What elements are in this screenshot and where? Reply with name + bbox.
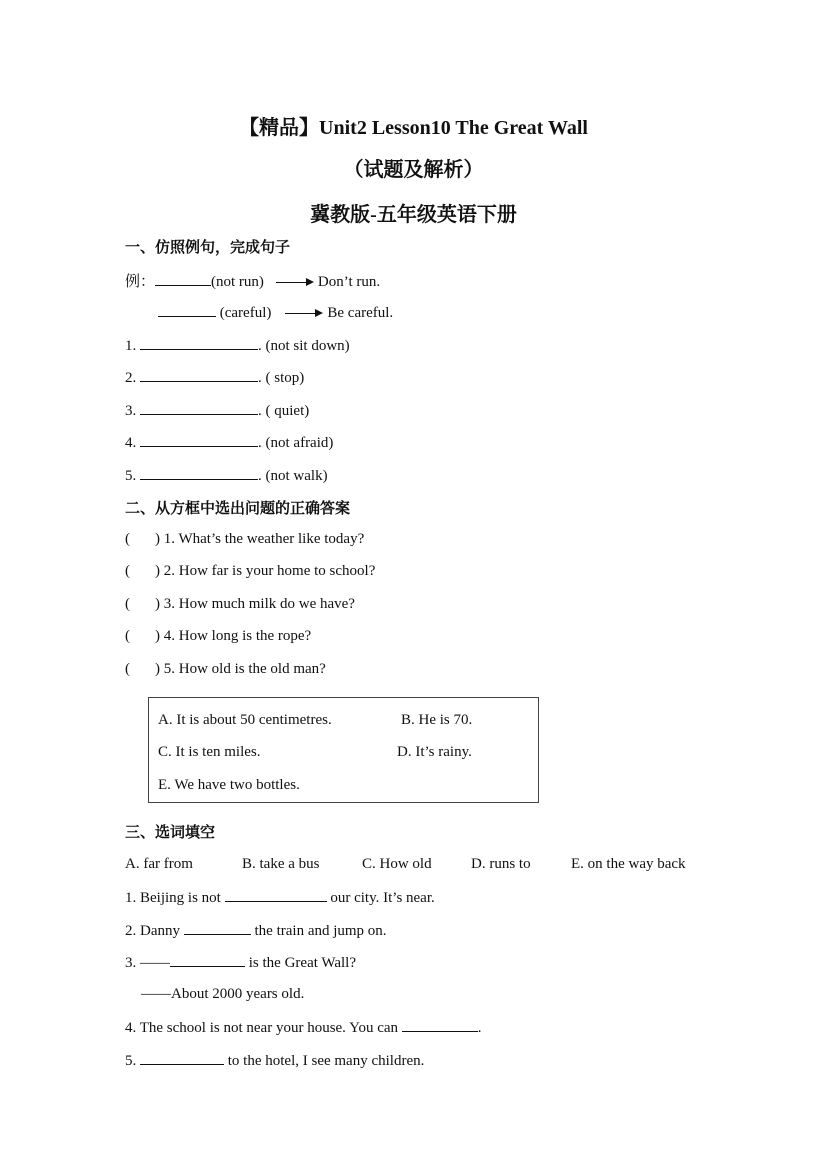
example-blank bbox=[158, 303, 216, 317]
item-hint: . (not sit down) bbox=[258, 338, 350, 354]
item-hint: . (not afraid) bbox=[258, 435, 334, 451]
item-number: 2. bbox=[125, 370, 137, 386]
question-text: ) 4. How long is the rope? bbox=[155, 628, 312, 644]
item-number: 4. bbox=[125, 435, 137, 451]
answer-paren[interactable]: ( bbox=[125, 661, 130, 677]
exercise1-item bbox=[125, 466, 328, 485]
question-text: ) 2. How far is your home to school? bbox=[155, 563, 376, 579]
example-answer: Don’t run. bbox=[317, 274, 381, 290]
fill-blank[interactable] bbox=[170, 953, 245, 967]
option-d: D. It’s rainy. bbox=[397, 744, 472, 760]
option-a: A. It is about 50 centimetres. bbox=[158, 712, 332, 728]
fill-item-5 bbox=[125, 1051, 424, 1070]
example-label: 例： bbox=[125, 274, 156, 290]
fill-blank[interactable] bbox=[184, 921, 251, 935]
fill-text: our city. It’s near. bbox=[330, 890, 435, 906]
example-row-2 bbox=[158, 303, 393, 322]
fill-text: 5. bbox=[125, 1053, 137, 1069]
fill-blank[interactable] bbox=[140, 1051, 224, 1065]
answer-paren[interactable]: ( bbox=[125, 563, 130, 579]
fill-text: 4. The school is not near your house. You can bbox=[125, 1020, 399, 1036]
fill-blank[interactable] bbox=[402, 1018, 478, 1032]
word-choice-d: D. runs to bbox=[471, 856, 531, 872]
exercise1-item bbox=[125, 336, 350, 355]
item-number: 1. bbox=[125, 338, 137, 354]
fill-text: is the Great Wall? bbox=[248, 955, 356, 971]
answer-paren[interactable]: ( bbox=[125, 596, 130, 612]
fill-text: the train and jump on. bbox=[254, 923, 387, 939]
arrow-icon bbox=[285, 313, 321, 314]
fill-text: . bbox=[477, 1020, 482, 1036]
option-b: B. He is 70. bbox=[401, 712, 473, 728]
section3-heading: 三、选词填空 bbox=[125, 825, 216, 841]
answer-paren[interactable]: ( bbox=[125, 531, 130, 547]
textbook-label: 冀教版-五年级英语下册 bbox=[310, 204, 517, 226]
question-row bbox=[125, 531, 364, 548]
example-hint: (careful) bbox=[219, 305, 272, 321]
fill-text: to the hotel, I see many children. bbox=[227, 1053, 425, 1069]
fill-text: 1. Beijing is not bbox=[125, 890, 221, 906]
question-row bbox=[125, 596, 355, 613]
word-choice-c: C. How old bbox=[362, 856, 432, 872]
example-blank bbox=[155, 272, 211, 286]
answer-blank[interactable] bbox=[140, 466, 258, 480]
exercise1-item bbox=[125, 433, 333, 452]
option-c: C. It is ten miles. bbox=[158, 744, 261, 760]
question-text: ) 3. How much milk do we have? bbox=[155, 596, 355, 612]
fill-item-3-reply: ——About 2000 years old. bbox=[141, 986, 305, 1002]
item-number: 3. bbox=[125, 403, 137, 419]
item-hint: . (not walk) bbox=[258, 468, 328, 484]
answer-blank[interactable] bbox=[140, 401, 258, 415]
question-row bbox=[125, 661, 326, 678]
page-subtitle: （试题及解析） bbox=[343, 159, 484, 181]
answer-paren[interactable]: ( bbox=[125, 628, 130, 644]
fill-text: 2. Danny bbox=[125, 923, 180, 939]
section1-heading: 一、仿照例句，完成句子 bbox=[125, 240, 291, 256]
fill-item-2 bbox=[125, 921, 387, 940]
answer-blank[interactable] bbox=[140, 433, 258, 447]
option-e: E. We have two bottles. bbox=[158, 777, 300, 793]
item-number: 5. bbox=[125, 468, 137, 484]
arrow-icon bbox=[276, 282, 312, 283]
question-text: ) 5. How old is the old man? bbox=[155, 661, 326, 677]
answer-blank[interactable] bbox=[140, 368, 258, 382]
fill-text: 3. —— bbox=[125, 955, 170, 971]
exercise1-item bbox=[125, 401, 309, 420]
item-hint: . ( quiet) bbox=[258, 403, 310, 419]
fill-item-1 bbox=[125, 888, 435, 907]
fill-item-3 bbox=[125, 953, 356, 972]
answer-blank[interactable] bbox=[140, 336, 258, 350]
question-text: ) 1. What’s the weather like today? bbox=[155, 531, 365, 547]
example-row-1 bbox=[125, 270, 380, 291]
page-title: 【精品】Unit2 Lesson10 The Great Wall bbox=[239, 117, 588, 139]
item-hint: . ( stop) bbox=[258, 370, 305, 386]
fill-blank[interactable] bbox=[225, 888, 327, 902]
word-choice-e: E. on the way back bbox=[571, 856, 686, 872]
question-row bbox=[125, 628, 311, 645]
word-choice-a: A. far from bbox=[125, 856, 193, 872]
example-answer: Be careful. bbox=[327, 305, 394, 321]
fill-item-4 bbox=[125, 1018, 482, 1037]
question-row bbox=[125, 563, 375, 580]
exercise1-item bbox=[125, 368, 304, 387]
example-hint: (not run) bbox=[211, 274, 264, 290]
section2-heading: 二、从方框中选出问题的正确答案 bbox=[125, 501, 351, 517]
word-choice-b: B. take a bus bbox=[242, 856, 320, 872]
